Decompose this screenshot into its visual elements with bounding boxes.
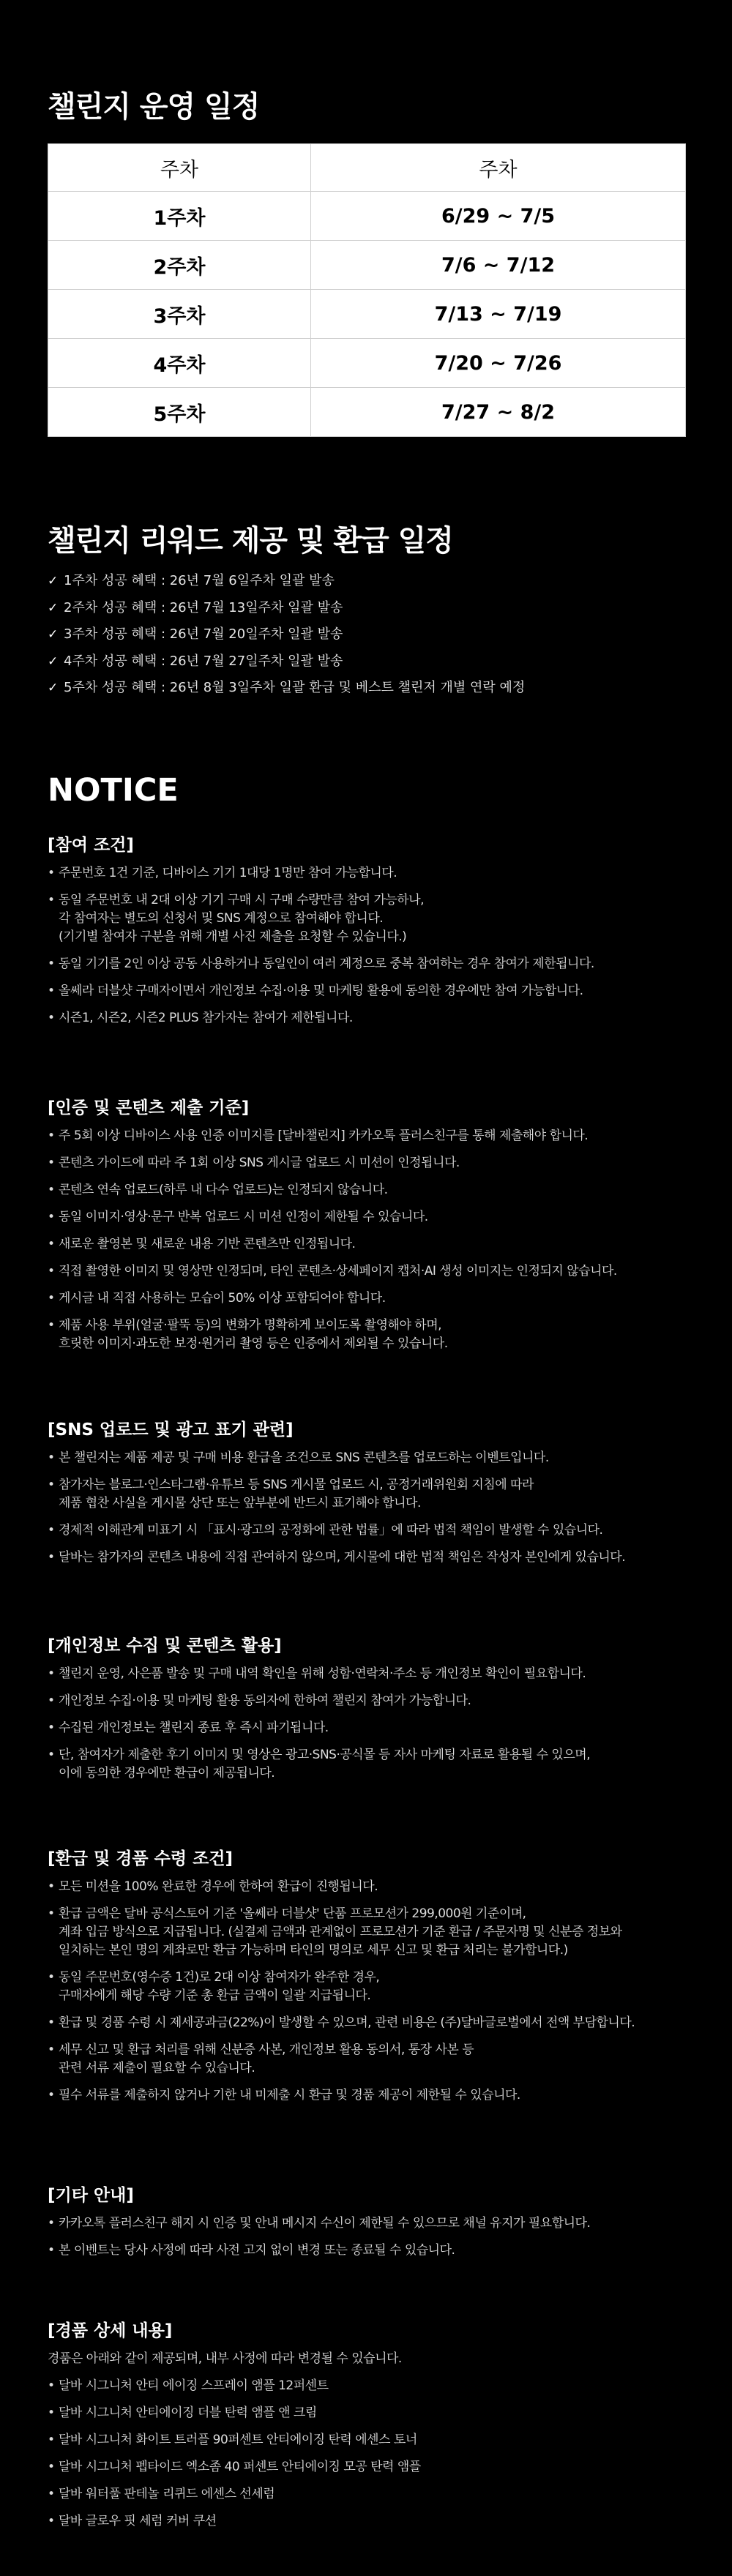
list-item — [48, 1208, 692, 1227]
list-item — [48, 2485, 692, 2504]
schedule-title: 챌린지 운영 일정 — [48, 90, 260, 124]
list-item — [48, 626, 525, 643]
section-heading: [개인정보 수집 및 콘텐츠 활용] — [48, 1636, 282, 1655]
section-list — [48, 1665, 692, 1783]
list-item — [48, 1476, 692, 1513]
list-item-text: • 제품 사용 부위(얼굴·팔뚝 등)의 변화가 명확하게 보이도록 촬영해야 하며, — [59, 1318, 442, 1333]
list-item — [48, 1969, 692, 2005]
list-item-text: • 달바 워터풀 판테놀 리퀴드 에센스 선세럼 — [59, 2487, 275, 2501]
reward-item: 4주차 성공 혜택 : 26년 7월 27일주차 일괄 발송 — [64, 653, 343, 669]
section-list — [48, 1449, 692, 1567]
list-item — [48, 1746, 692, 1783]
section-list — [48, 2214, 692, 2260]
schedule-row — [48, 388, 686, 437]
reward-item: 2주차 성공 혜택 : 26년 7월 13일주차 일괄 발송 — [64, 599, 343, 615]
list-item — [48, 2242, 692, 2260]
schedule-week: 3주차 — [48, 290, 311, 339]
reward-item: 5주차 성공 혜택 : 26년 8월 3일주차 일괄 환급 및 베스트 챌린저 개별 연락 예정 — [64, 680, 526, 695]
list-item — [48, 864, 692, 883]
list-item-text: 제품 협찬 사실을 게시물 상단 또는 앞부분에 반드시 표기해야 합니다. — [59, 1496, 421, 1510]
list-item — [48, 1181, 692, 1199]
list-item-text: • 필수 서류를 제출하지 않거나 기한 내 미제출 시 환급 및 경품 제공이 제한될 수 있습니다. — [59, 2088, 520, 2103]
list-item-text: • 달바 시그니처 안티에이징 더블 탄력 앰플 앤 크림 — [59, 2405, 317, 2420]
list-item-text: 구매자에게 해당 수량 기준 총 환급 금액이 일괄 지급됩니다. — [59, 1988, 371, 2003]
schedule-dates: 7/6 ~ 7/12 — [311, 241, 686, 290]
list-item-text: • 주문번호 1건 기준, 디바이스 기기 1대당 1명만 참여 가능합니다. — [59, 866, 397, 880]
section-list — [48, 1878, 692, 2105]
reward-item: 3주차 성공 혜택 : 26년 7월 20일주차 일괄 발송 — [64, 626, 343, 642]
schedule-row — [48, 192, 686, 241]
reward-item: 1주차 성공 혜택 : 26년 7월 6일주차 일괄 발송 — [64, 573, 335, 588]
check-icon: ✓ — [48, 654, 59, 669]
list-item-text: • 개인정보 수집·이용 및 마케팅 활용 동의자에 한하여 챌린지 참여가 가능합니다. — [59, 1693, 471, 1708]
section-heading: [환급 및 경품 수령 조건] — [48, 1849, 234, 1868]
list-item-text: • 본 이벤트는 당사 사정에 따라 사전 고지 없이 변경 또는 종료될 수 있습니다. — [59, 2243, 455, 2258]
list-item-text: • 세무 신고 및 환급 처리를 위해 신분증 사본, 개인정보 활용 동의서, 통장 사본 등 — [59, 2043, 474, 2057]
schedule-header-week: 주차 — [48, 144, 311, 192]
list-item-text: • 올쎄라 더블샷 구매자이면서 개인정보 수집·이용 및 마케팅 활용에 동의한 경우에만 참여 가능합니다. — [59, 984, 583, 998]
list-item-text: • 달바 시그니처 펩타이드 엑소좀 40 퍼센트 안티에이징 모공 탄력 앰플 — [59, 2460, 421, 2474]
list-item-text: 각 참여자는 별도의 신청서 및 SNS 계정으로 참여해야 합니다. — [59, 911, 384, 926]
list-item-text: • 콘텐츠 가이드에 따라 주 1회 이상 SNS 게시글 업로드 시 미션이 인정됩니다. — [59, 1156, 460, 1170]
schedule-dates: 7/27 ~ 8/2 — [311, 388, 686, 437]
list-item-text: • 모든 미션을 100% 완료한 경우에 한하여 환급이 진행됩니다. — [59, 1879, 378, 1894]
notice-section-verification — [48, 1098, 692, 1362]
list-item-text: • 경제적 이해관계 미표기 시 「표시·광고의 공정화에 관한 법률」에 따라 법적 책임이 발생할 수 있습니다. — [59, 1523, 603, 1538]
list-item — [48, 1665, 692, 1683]
section-list — [48, 864, 692, 1027]
schedule-row — [48, 339, 686, 388]
list-item-text: • 동일 기기를 2인 이상 공동 사용하거나 동일인이 여러 계정으로 중복 참여하는 경우 참여가 제한됩니다. — [59, 956, 594, 971]
list-item-text: • 환급 및 경품 수령 시 제세공과금(22%)이 발생할 수 있으며, 관련 비용은 (주)달바글로벌에서 전액 부담합니다. — [59, 2015, 635, 2030]
section-intro: 경품은 아래와 같이 제공되며, 내부 사정에 따라 변경될 수 있습니다. — [48, 2351, 402, 2366]
schedule-week: 5주차 — [48, 388, 311, 437]
list-item — [48, 572, 525, 590]
section-heading: [기타 안내] — [48, 2186, 134, 2205]
check-icon: ✓ — [48, 681, 59, 695]
list-item — [48, 2458, 692, 2476]
list-item-text: • 달바 글로우 핏 세럼 커버 쿠션 — [59, 2514, 217, 2528]
section-heading: [참여 조건] — [48, 836, 134, 855]
list-item-text: • 주 5회 이상 디바이스 사용 인증 이미지를 [달바챌린지] 카카오톡 플러스친구를 통해 제출해야 합니다. — [59, 1128, 589, 1143]
list-item-text: • 직접 촬영한 이미지 및 영상만 인정되며, 타인 콘텐츠·상세페이지 캡처·AI 생성 이미지는 인정되지 않습니다. — [59, 1264, 617, 1278]
list-item — [48, 1878, 692, 1896]
list-item — [48, 1449, 692, 1467]
list-item — [48, 2014, 692, 2032]
list-item — [48, 2214, 692, 2233]
list-item — [48, 1692, 692, 1710]
list-item — [48, 1154, 692, 1172]
schedule-dates: 7/13 ~ 7/19 — [311, 290, 686, 339]
list-item — [48, 1009, 692, 1027]
list-item-text: • 동일 주문번호(영수증 1건)로 2대 이상 참여자가 완주한 경우, — [59, 1970, 380, 1985]
notice-section-prizes — [48, 2321, 692, 2539]
list-item-text: • 본 챌린지는 제품 제공 및 구매 비용 환급을 조건으로 SNS 콘텐츠를 업로드하는 이벤트입니다. — [59, 1450, 549, 1465]
schedule-dates: 6/29 ~ 7/5 — [311, 192, 686, 241]
section-heading: [경품 상세 내용] — [48, 2321, 173, 2340]
list-item-text: 관련 서류 제출이 필요할 수 있습니다. — [59, 2061, 255, 2075]
schedule-week: 1주차 — [48, 192, 311, 241]
list-item — [48, 599, 525, 617]
reward-list — [48, 572, 525, 706]
list-item-text: 이에 동의한 경우에만 환급이 제공됩니다. — [59, 1766, 275, 1781]
check-icon: ✓ — [48, 600, 59, 615]
list-item-text: • 챌린지 운영, 사은품 발송 및 구매 내역 확인을 위해 성함·연락처·주소 등 개인정보 확인이 필요합니다. — [59, 1666, 586, 1681]
list-item-text: • 단, 참여자가 제출한 후기 이미지 및 영상은 광고·SNS·공식몰 등 자사 마케팅 자료로 활용될 수 있으며, — [59, 1748, 591, 1762]
list-item-text: (기기별 참여자 구분을 위해 개별 사진 제출을 요청할 수 있습니다.) — [59, 929, 407, 944]
section-list — [48, 2377, 692, 2531]
notice-section-sns — [48, 1420, 692, 1576]
list-item-text: • 카카오톡 플러스친구 해지 시 인증 및 안내 메시지 수신이 제한될 수 있으므로 채널 유지가 필요합니다. — [59, 2216, 591, 2231]
section-list — [48, 1127, 692, 1353]
list-item-text: • 참가자는 블로그·인스타그램·유튜브 등 SNS 게시물 업로드 시, 공정거래위원회 지침에 따라 — [59, 1478, 534, 1492]
notice-section-refund — [48, 1849, 692, 2113]
list-item-text: • 게시글 내 직접 사용하는 모습이 50% 이상 포함되어야 합니다. — [59, 1291, 386, 1306]
list-item — [48, 679, 525, 697]
list-item-text: • 새로운 촬영본 및 새로운 내용 기반 콘텐츠만 인정됩니다. — [59, 1237, 356, 1251]
list-item — [48, 891, 692, 946]
list-item-text: 일치하는 본인 명의 계좌로만 환급 가능하며 타인의 명의로 세무 신고 및 환급 처리는 불가합니다.) — [59, 1943, 568, 1958]
list-item — [48, 653, 525, 670]
reward-title: 챌린지 리워드 제공 및 환급 일정 — [48, 524, 453, 558]
list-item — [48, 2431, 692, 2449]
list-item — [48, 1317, 692, 1353]
schedule-dates: 7/20 ~ 7/26 — [311, 339, 686, 388]
schedule-row — [48, 290, 686, 339]
schedule-header-row — [48, 144, 686, 192]
list-item-text: • 달바 시그니처 안티 에이징 스프레이 앰플 12퍼센트 — [59, 2378, 329, 2393]
check-icon: ✓ — [48, 627, 59, 642]
notice-section-privacy — [48, 1636, 692, 1791]
list-item — [48, 1127, 692, 1145]
list-item — [48, 982, 692, 1000]
section-heading: [인증 및 콘텐츠 제출 기준] — [48, 1098, 250, 1117]
schedule-row — [48, 241, 686, 290]
list-item — [48, 1262, 692, 1281]
list-item — [48, 2041, 692, 2078]
check-icon: ✓ — [48, 574, 59, 588]
list-item — [48, 955, 692, 973]
notice-title: NOTICE — [48, 772, 179, 809]
list-item — [48, 2404, 692, 2422]
list-item-text: • 달바는 참가자의 콘텐츠 내용에 직접 관여하지 않으며, 게시물에 대한 법적 책임은 작성자 본인에게 있습니다. — [59, 1550, 626, 1565]
schedule-header-dates: 주차 — [311, 144, 686, 192]
notice-section-etc — [48, 2185, 692, 2269]
section-heading: [SNS 업로드 및 광고 표기 관련] — [48, 1420, 294, 1439]
list-item — [48, 1235, 692, 1254]
list-item — [48, 1521, 692, 1540]
list-item-text: 흐릿한 이미지·과도한 보정·원거리 촬영 등은 인증에서 제외될 수 있습니다. — [59, 1336, 448, 1351]
list-item-text: • 동일 이미지·영상·문구 반복 업로드 시 미션 인정이 제한될 수 있습니다. — [59, 1210, 428, 1224]
schedule-week: 4주차 — [48, 339, 311, 388]
list-item — [48, 2377, 692, 2395]
list-item-text: • 수집된 개인정보는 챌린지 종료 후 즉시 파기됩니다. — [59, 1721, 329, 1735]
list-item-text: • 콘텐츠 연속 업로드(하루 내 다수 업로드)는 인정되지 않습니다. — [59, 1183, 388, 1197]
list-item-text: 계좌 입금 방식으로 지급됩니다. (실결제 금액과 관계없이 프로모션가 기준 환급 / 주문자명 및 신분증 정보와 — [59, 1925, 622, 1939]
list-item — [48, 2512, 692, 2531]
list-item-text: • 달바 시그니처 화이트 트러플 90퍼센트 안티에이징 탄력 에센스 토너 — [59, 2433, 417, 2447]
list-item-text: • 동일 주문번호 내 2대 이상 기기 구매 시 구매 수량만큼 참여 가능하나, — [59, 893, 425, 907]
list-item — [48, 1289, 692, 1308]
list-item — [48, 1905, 692, 1960]
list-item-text: • 시즌1, 시즌2, 시즌2 PLUS 참가자는 참여가 제한됩니다. — [59, 1011, 353, 1025]
notice-section-participation — [48, 835, 692, 1036]
list-item — [48, 1549, 692, 1567]
list-item — [48, 2086, 692, 2105]
list-item — [48, 1719, 692, 1737]
schedule-table — [48, 143, 686, 437]
list-item-text: • 환급 금액은 달바 공식스토어 기준 '올쎄라 더블샷' 단품 프로모션가 299,000원 기준이며, — [59, 1906, 526, 1921]
schedule-week: 2주차 — [48, 241, 311, 290]
